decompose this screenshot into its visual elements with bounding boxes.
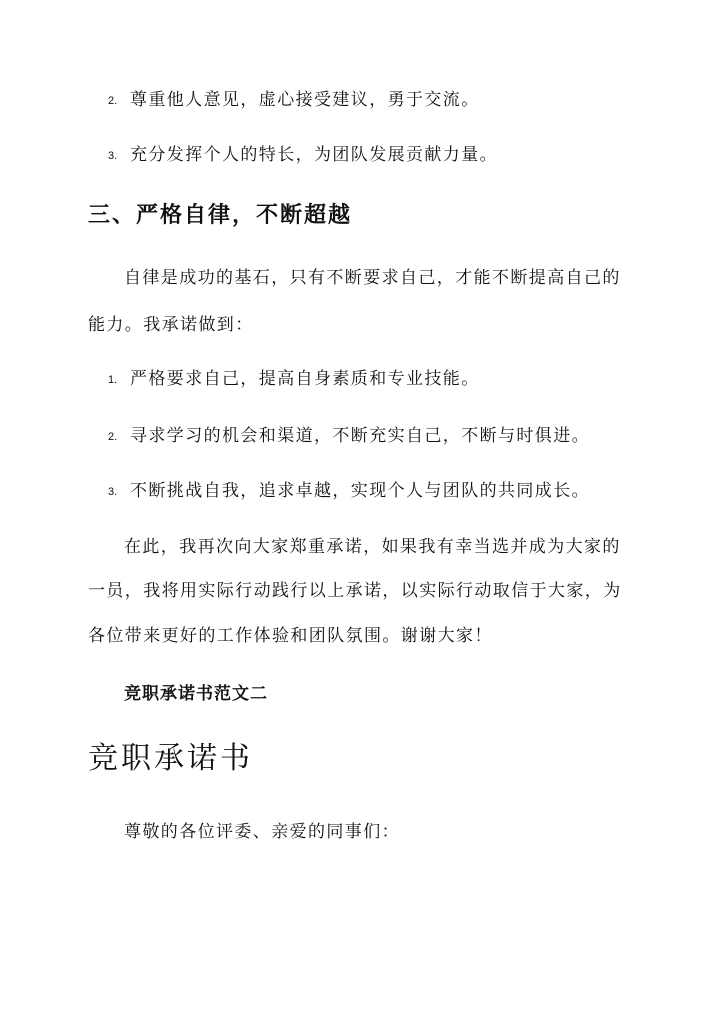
paragraph-line: 自律是成功的基石，只有不断要求自己，才能不断提高自己的 bbox=[124, 268, 621, 288]
list-item bbox=[108, 424, 590, 449]
list-number: 3. bbox=[108, 486, 118, 498]
paragraph-line: 在此，我再次向大家郑重承诺，如果我有幸当选并成为大家的 bbox=[124, 537, 621, 557]
list-item-text: 尊重他人意见，虚心接受建议，勇于交流。 bbox=[130, 90, 480, 110]
list-item-text: 严格要求自己，提高自身素质和专业技能。 bbox=[130, 369, 480, 389]
list-number: 2. bbox=[108, 95, 118, 107]
section-heading: 三、严格自律，不断超越 bbox=[88, 202, 353, 228]
list-number: 3. bbox=[108, 150, 118, 162]
paragraph-line: 一员，我将用实际行动践行以上承诺，以实际行动取信于大家，为 bbox=[88, 581, 622, 601]
document-title: 竞职承诺书 bbox=[88, 741, 253, 776]
list-number: 1. bbox=[108, 374, 118, 386]
salutation: 尊敬的各位评委、亲爱的同事们： bbox=[124, 822, 400, 842]
list-item bbox=[108, 479, 590, 504]
paragraph-line: 能力。我承诺做到： bbox=[88, 315, 254, 335]
list-item-text: 充分发挥个人的特长，为团队发展贡献力量。 bbox=[130, 145, 498, 165]
list-item bbox=[108, 143, 498, 168]
list-item-text: 寻求学习的机会和渠道，不断充实自己，不断与时俱进。 bbox=[130, 426, 590, 446]
list-item bbox=[108, 367, 480, 392]
paragraph-line: 各位带来更好的工作体验和团队氛围。谢谢大家！ bbox=[88, 626, 493, 646]
sample-label: 竞职承诺书范文二 bbox=[124, 684, 268, 704]
list-item-text: 不断挑战自我，追求卓越，实现个人与团队的共同成长。 bbox=[130, 481, 590, 501]
list-number: 2. bbox=[108, 431, 118, 443]
list-item bbox=[108, 88, 480, 113]
